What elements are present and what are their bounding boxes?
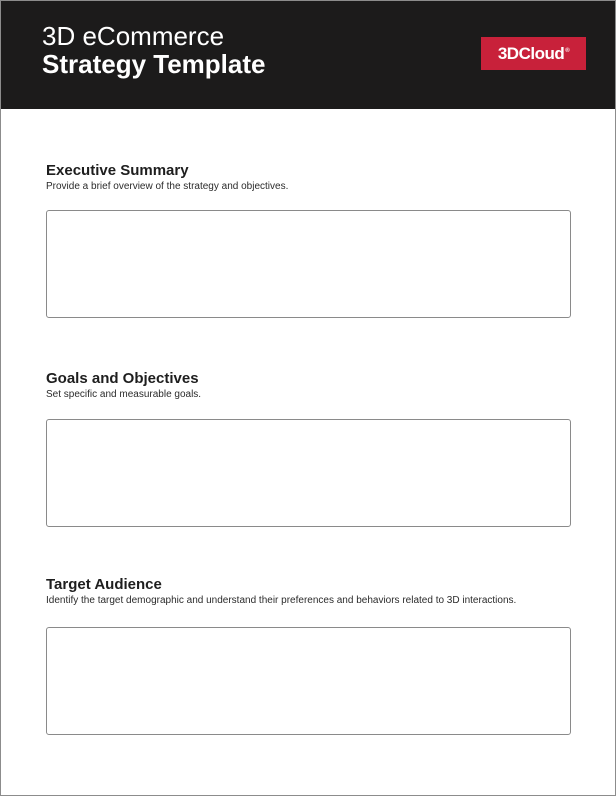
goals-objectives-field[interactable]: [46, 419, 571, 527]
logo-wordmark: 3DCloud: [497, 43, 565, 63]
page-title-line2: Strategy Template: [42, 49, 266, 79]
brand-logo: [481, 37, 586, 70]
section-description: Provide a brief overview of the strategy and objectives.: [46, 181, 289, 192]
executive-summary-field[interactable]: [46, 210, 571, 318]
section-target-audience: [46, 576, 571, 607]
target-audience-field[interactable]: [46, 627, 571, 735]
section-executive-summary: [46, 162, 571, 193]
section-description: Identify the target demographic and understand their preferences and behaviors related to 3D interactions.: [46, 595, 517, 606]
logo-text: [498, 44, 569, 64]
section-description: Set specific and measurable goals.: [46, 389, 202, 400]
section-title: Target Audience: [46, 576, 162, 593]
registered-mark: ®: [565, 47, 570, 54]
section-title: Goals and Objectives: [46, 370, 199, 387]
section-title: Executive Summary: [46, 162, 189, 179]
section-goals-objectives: [46, 370, 571, 401]
page-title-line1: 3D eCommerce: [42, 21, 225, 51]
header-banner: [1, 1, 615, 109]
